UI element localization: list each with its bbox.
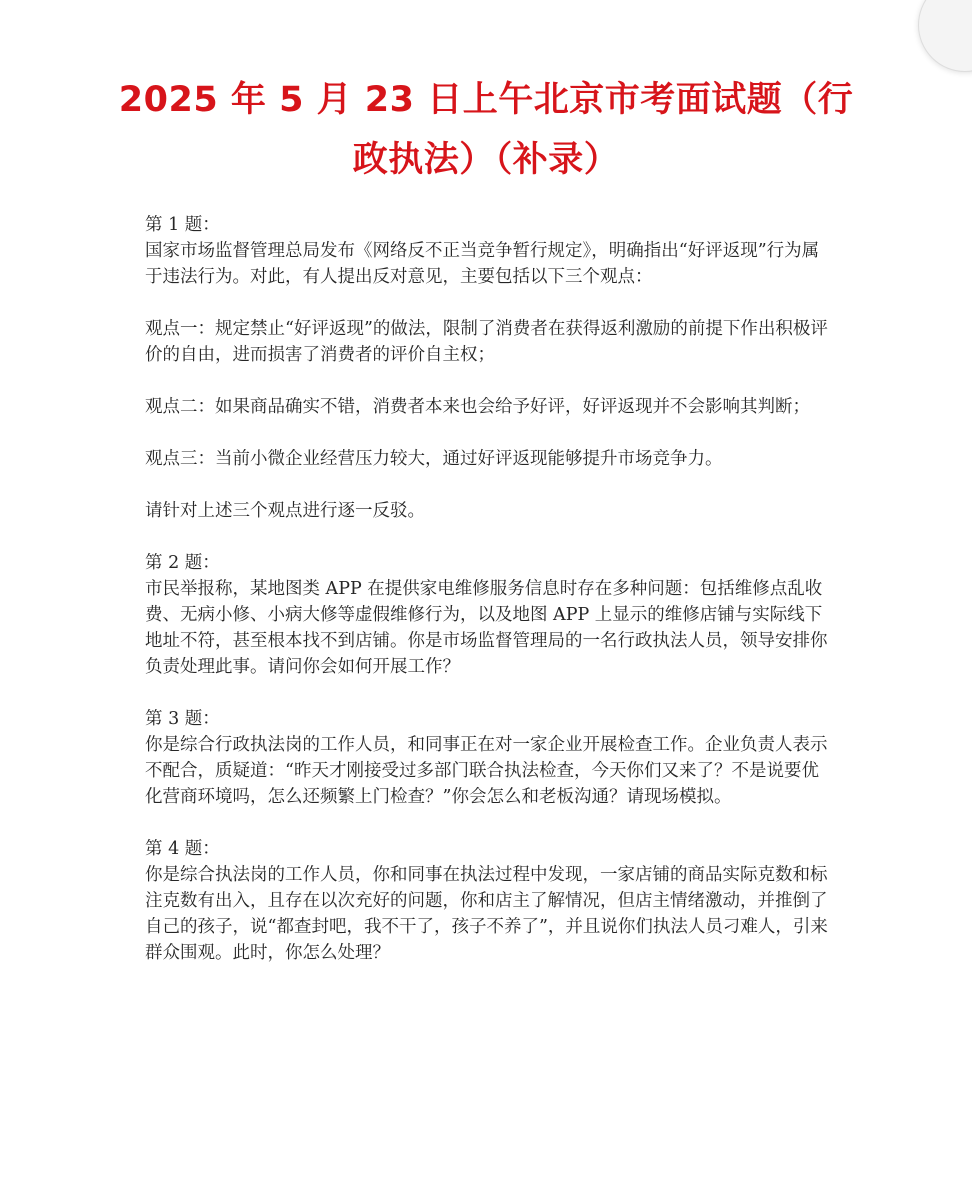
viewpoint-3: 观点三：当前小微企业经营压力较大，通过好评返现能够提升市场竞争力。: [145, 449, 723, 469]
page-title: 2025 年 5 月 23 日上午北京市考面试题（行政执法）（补录）: [118, 80, 854, 180]
question-2-body: 市民举报称，某地图类 APP 在提供家电维修服务信息时存在多种问题：包括维修点乱收费、无病小修、小病大修等虚假维修行为，以及地图 APP 上显示的维修店铺与实际线下地址不符，甚至根本找不到店铺。你是市场监督管理局的一名行政执法人员，领导安排你负责处理此事。请问你会如何开展工作？: [145, 579, 828, 677]
viewpoint-1: 观点一：规定禁止“好评返现”的做法，限制了消费者在获得返利激励的前提下作出积极评价的自由，进而损害了消费者的评价自主权；: [145, 319, 828, 365]
question-3-heading: 第 3 题：: [145, 709, 220, 729]
question-4-body: 你是综合执法岗的工作人员，你和同事在执法过程中发现，一家店铺的商品实际克数和标注克数有出入，且存在以次充好的问题，你和店主了解情况，但店主情绪激动，并推倒了自己的孩子，说“都查封吧，我不干了，孩子不养了”，并且说你们执法人员刁难人，引来群众围观。此时，你怎么处理？: [145, 865, 828, 963]
question-1: [145, 212, 835, 290]
viewpoint-2: 观点二：如果商品确实不错，消费者本来也会给予好评，好评返现并不会影响其判断；: [145, 397, 810, 417]
question-2: [145, 550, 835, 680]
document-body: [145, 212, 835, 992]
question-1-instruction: 请针对上述三个观点进行逐一反驳。: [145, 501, 425, 521]
floating-corner-button[interactable]: [918, 0, 972, 72]
question-3-body: 你是综合行政执法岗的工作人员，和同事正在对一家企业开展检查工作。企业负责人表示不配合，质疑道：“昨天才刚接受过多部门联合执法检查，今天你们又来了？不是说要优化营商环境吗，怎么还频繁上门检查？”你会怎么和老板沟通？请现场模拟。: [145, 735, 828, 807]
question-1-body: 国家市场监督管理总局发布《网络反不正当竞争暂行规定》，明确指出“好评返现”行为属于违法行为。对此，有人提出反对意见，主要包括以下三个观点：: [145, 241, 820, 287]
question-4: [145, 836, 835, 966]
question-4-heading: 第 4 题：: [145, 839, 220, 859]
question-1-heading: 第 1 题：: [145, 215, 220, 235]
question-2-heading: 第 2 题：: [145, 553, 220, 573]
question-3: [145, 706, 835, 810]
